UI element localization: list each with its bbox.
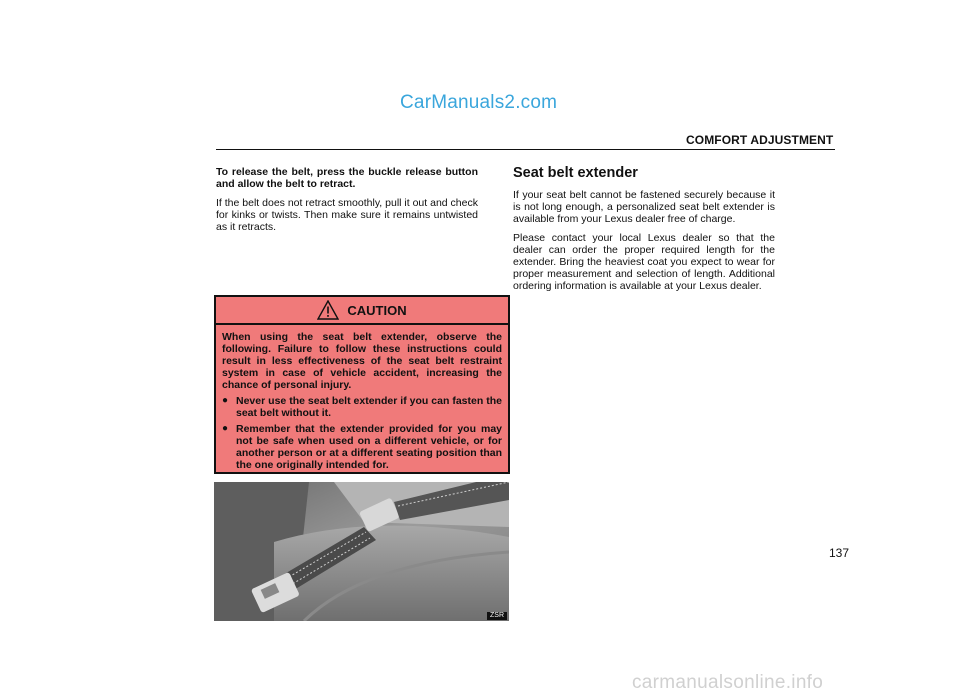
caution-bullet — [222, 395, 502, 419]
seat-belt-extender-photo — [214, 482, 509, 621]
retract-instruction: If the belt does not retract smoothly, pull it out and check for kinks or twists. Then make sure it remains untwisted as it retracts. — [216, 197, 478, 233]
caution-title: CAUTION — [347, 302, 407, 318]
extender-paragraph-1: If your seat belt cannot be fastened securely because it is not long enough, a personalized seat belt extender is available from your Lexus dealer free of charge. — [513, 189, 775, 225]
header-rule — [216, 149, 835, 150]
bullet-dot-icon: ● — [222, 423, 229, 434]
release-instruction: To release the belt, press the buckle release button and allow the belt to retract. — [216, 166, 478, 190]
caution-header — [216, 297, 508, 325]
watermark-top: CarManuals2.com — [400, 92, 558, 113]
page-number: 137 — [829, 546, 850, 560]
caution-body — [216, 325, 508, 471]
caution-bullet-text: Remember that the extender provided for you may not be safe when used on a different vehicle, or for another person or at a different seating position than the one originally intended for. — [236, 423, 502, 471]
caution-intro: When using the seat belt extender, observe the following. Failure to follow these instructions could result in less effectiveness of the seat belt restraint system in case of vehicle accident, increasing the chance of personal injury. — [222, 331, 502, 391]
left-column — [216, 166, 478, 240]
warning-triangle-icon — [317, 300, 339, 320]
caution-bullet — [222, 423, 502, 471]
section-header: COMFORT ADJUSTMENT — [686, 133, 834, 147]
watermark-bottom: carmanualsonline.info — [632, 672, 824, 693]
seat-belt-extender-illustration — [214, 482, 509, 621]
section-heading: Seat belt extender — [513, 165, 638, 181]
photo-code-label: ZSR — [487, 612, 507, 620]
caution-box — [214, 295, 510, 474]
caution-bullet-text: Never use the seat belt extender if you can fasten the seat belt without it. — [236, 395, 502, 419]
right-column — [513, 165, 775, 299]
bullet-dot-icon: ● — [222, 395, 229, 406]
extender-paragraph-2: Please contact your local Lexus dealer so that the dealer can order the proper required length for the extender. Bring the heaviest coat you expect to wear for proper measurement and selection of length. Additional ordering information is available at your Lexus dealer. — [513, 232, 775, 292]
